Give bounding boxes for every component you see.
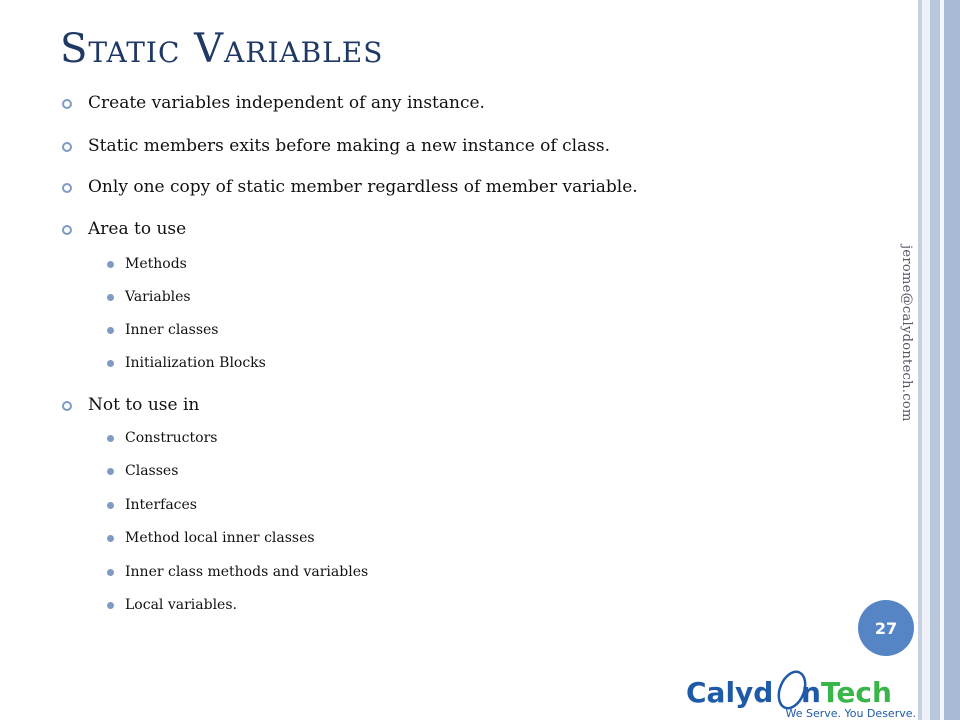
bullet-item [62, 219, 186, 239]
sub-bullet-item [62, 497, 197, 513]
title-initial-2: V [194, 26, 225, 72]
dot-bullet-icon [107, 360, 114, 367]
sub-bullet-item [62, 430, 217, 446]
dot-bullet-icon [107, 261, 114, 268]
bullet-text: Area to use [88, 219, 187, 239]
sub-bullet-item [62, 355, 266, 371]
logo-text-calyd: Calyd [686, 676, 774, 709]
title-word-1-rest: tatic [88, 26, 181, 72]
bullet-text: Static members exits before making a new instance of class. [88, 136, 611, 156]
dot-bullet-icon [107, 435, 114, 442]
bullet-text: Initialization Blocks [125, 355, 266, 371]
bullet-text: Inner classes [125, 322, 219, 338]
bullet-text: Local variables. [125, 597, 237, 613]
logo-text-n: n [801, 676, 821, 709]
slide-title [60, 26, 383, 72]
page-number-badge [858, 600, 914, 656]
sub-bullet-item [62, 322, 219, 338]
right-border-stripe [930, 0, 940, 720]
side-email-text: jerome@calydontech.com [899, 245, 914, 422]
ring-bullet-icon [62, 225, 72, 235]
bullet-text: Interfaces [125, 497, 197, 513]
bullet-item [62, 177, 638, 197]
bullet-text: Method local inner classes [125, 530, 315, 546]
bullet-item [62, 93, 485, 113]
logo-tagline: We Serve. You Deserve. [785, 707, 916, 720]
dot-bullet-icon [107, 569, 114, 576]
right-border-stripe [944, 0, 960, 720]
page-number: 27 [874, 618, 898, 638]
dot-bullet-icon [107, 502, 114, 509]
bullet-text: Variables [125, 289, 191, 305]
sub-bullet-item [62, 256, 187, 272]
bullet-item [62, 395, 199, 415]
title-word-2-rest: ariables [224, 26, 384, 72]
sub-bullet-item [62, 564, 368, 580]
sub-bullet-item [62, 530, 315, 546]
dot-bullet-icon [107, 468, 114, 475]
bullet-text: Classes [125, 463, 179, 479]
bullet-text: Not to use in [88, 395, 200, 415]
ring-bullet-icon [62, 183, 72, 193]
bullet-item [62, 136, 610, 156]
title-initial-1: S [60, 26, 89, 72]
bullet-text: Only one copy of static member regardless of member variable. [88, 177, 638, 197]
right-border-stripe [922, 0, 930, 720]
bullet-text: Inner class methods and variables [125, 564, 369, 580]
bullet-text: Constructors [125, 430, 218, 446]
bullet-text: Create variables independent of any instance. [88, 93, 485, 113]
dot-bullet-icon [107, 602, 114, 609]
sub-bullet-item [62, 597, 237, 613]
ring-bullet-icon [62, 401, 72, 411]
calydontech-logo [686, 666, 918, 720]
logo-text-tech: Tech [821, 676, 892, 709]
dot-bullet-icon [107, 535, 114, 542]
dot-bullet-icon [107, 294, 114, 301]
bullet-text: Methods [125, 256, 187, 272]
ring-bullet-icon [62, 142, 72, 152]
dot-bullet-icon [107, 327, 114, 334]
ring-bullet-icon [62, 99, 72, 109]
sub-bullet-item [62, 463, 178, 479]
sub-bullet-item [62, 289, 191, 305]
